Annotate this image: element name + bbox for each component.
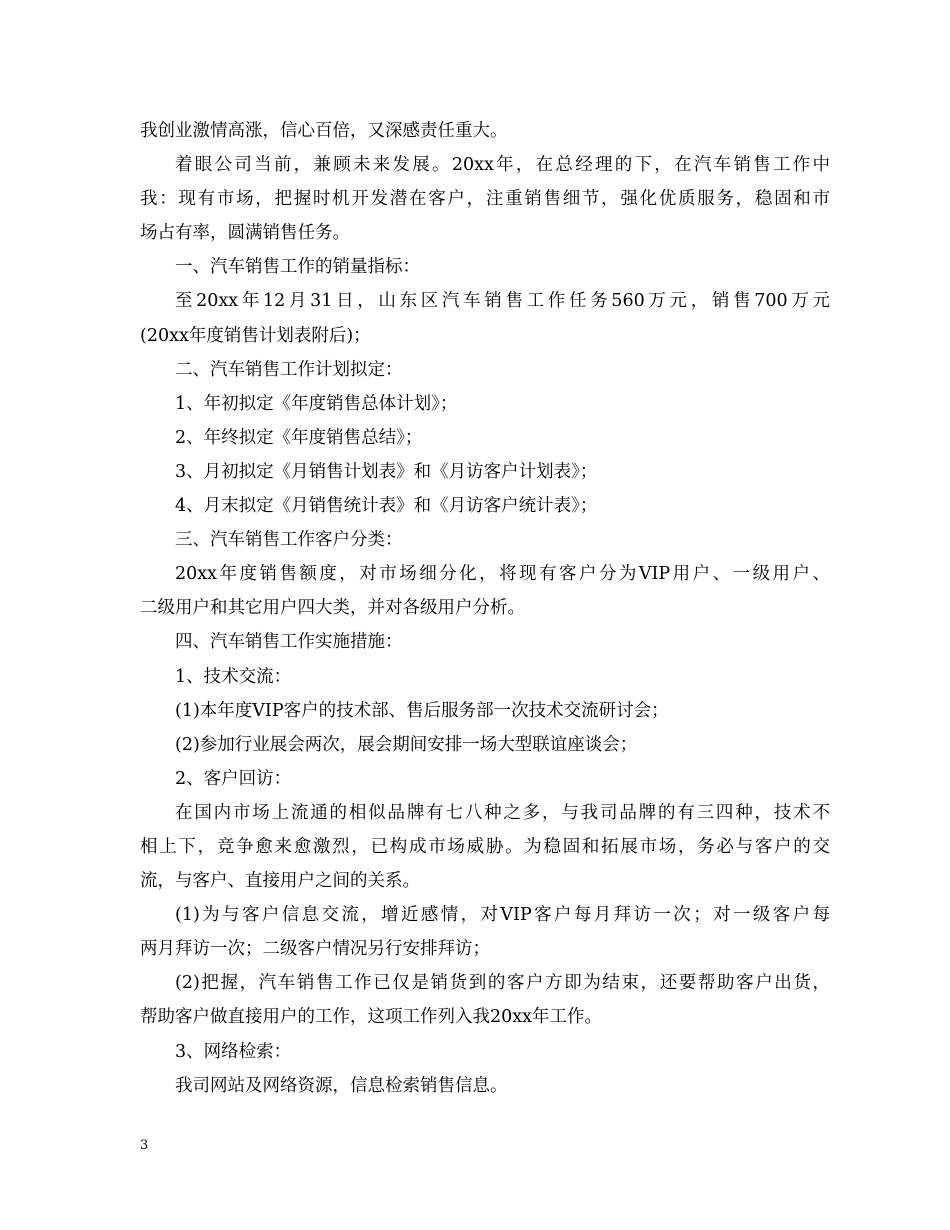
list-item: 1、技术交流： (175, 666, 292, 687)
list-item: (1)本年度VIP客户的技术部、售后服务部一次技术交流研讨会； (175, 700, 669, 721)
text-line: 着眼公司当前，兼顾未来发展。20xx年，在总经理的下，在汽车销售工作中 (175, 155, 830, 176)
page-number: 3 (140, 1138, 149, 1153)
text-line: 至20xx年12月31日，山东区汽车销售工作任务560万元，销售700万元 (175, 291, 830, 312)
list-item: 2、客户回访： (175, 768, 292, 789)
text-line: 我司网站及网络资源，信息检索销售信息。 (175, 1075, 508, 1096)
text-line: 流，与客户、直接用户之间的关系。 (140, 871, 420, 892)
section-heading: 二、汽车销售工作计划拟定： (175, 359, 403, 380)
section-heading: 四、汽车销售工作实施措施： (175, 632, 403, 653)
text-line: 两月拜访一次；二级客户情况另行安排拜访； (140, 939, 490, 960)
list-item: 3、月初拟定《月销售计划表》和《月访客户计划表》； (175, 461, 598, 482)
text-line: (20xx年度销售计划表附后)； (140, 325, 371, 346)
text-line: 帮助客户做直接用户的工作，这项工作列入我20xx年工作。 (140, 1007, 603, 1028)
document-body (140, 114, 830, 1103)
text-line: 场占有率，圆满销售任务。 (140, 223, 350, 244)
list-item: 2、年终拟定《年度销售总结》； (175, 427, 423, 448)
section-heading: 一、汽车销售工作的销量指标： (175, 257, 420, 278)
list-item: (2)参加行业展会两次，展会期间安排一场大型联谊座谈会； (175, 734, 638, 755)
text-line: 20xx年度销售额度，对市场细分化，将现有客户分为VIP用户、一级用户、 (175, 564, 830, 585)
text-line: 在国内市场上流通的相似品牌有七八种之多，与我司品牌的有三四种，技术不 (175, 802, 830, 823)
list-item: 3、网络检索： (175, 1041, 292, 1062)
list-item: 4、月末拟定《月销售统计表》和《月访客户统计表》； (175, 496, 598, 517)
text-line: 二级用户和其它用户四大类，并对各级用户分析。 (140, 598, 525, 619)
text-line: 相上下，竞争愈来愈激烈，已构成市场威胁。为稳固和拓展市场，务必与客户的交 (140, 836, 830, 857)
text-line: (2)把握，汽车销售工作已仅是销货到的客户方即为结束，还要帮助客户出货， (175, 973, 830, 994)
list-item: 1、年初拟定《年度销售总体计划》； (175, 393, 458, 414)
section-heading: 三、汽车销售工作客户分类： (175, 530, 403, 551)
text-line: 我：现有市场，把握时机开发潜在客户，注重销售细节，强化优质服务，稳固和市 (140, 189, 830, 210)
text-line: (1)为与客户信息交流，增近感情，对VIP客户每月拜访一次；对一级客户每 (175, 905, 830, 926)
text-line: 我创业激情高涨，信心百倍，又深感责任重大。 (140, 121, 508, 141)
